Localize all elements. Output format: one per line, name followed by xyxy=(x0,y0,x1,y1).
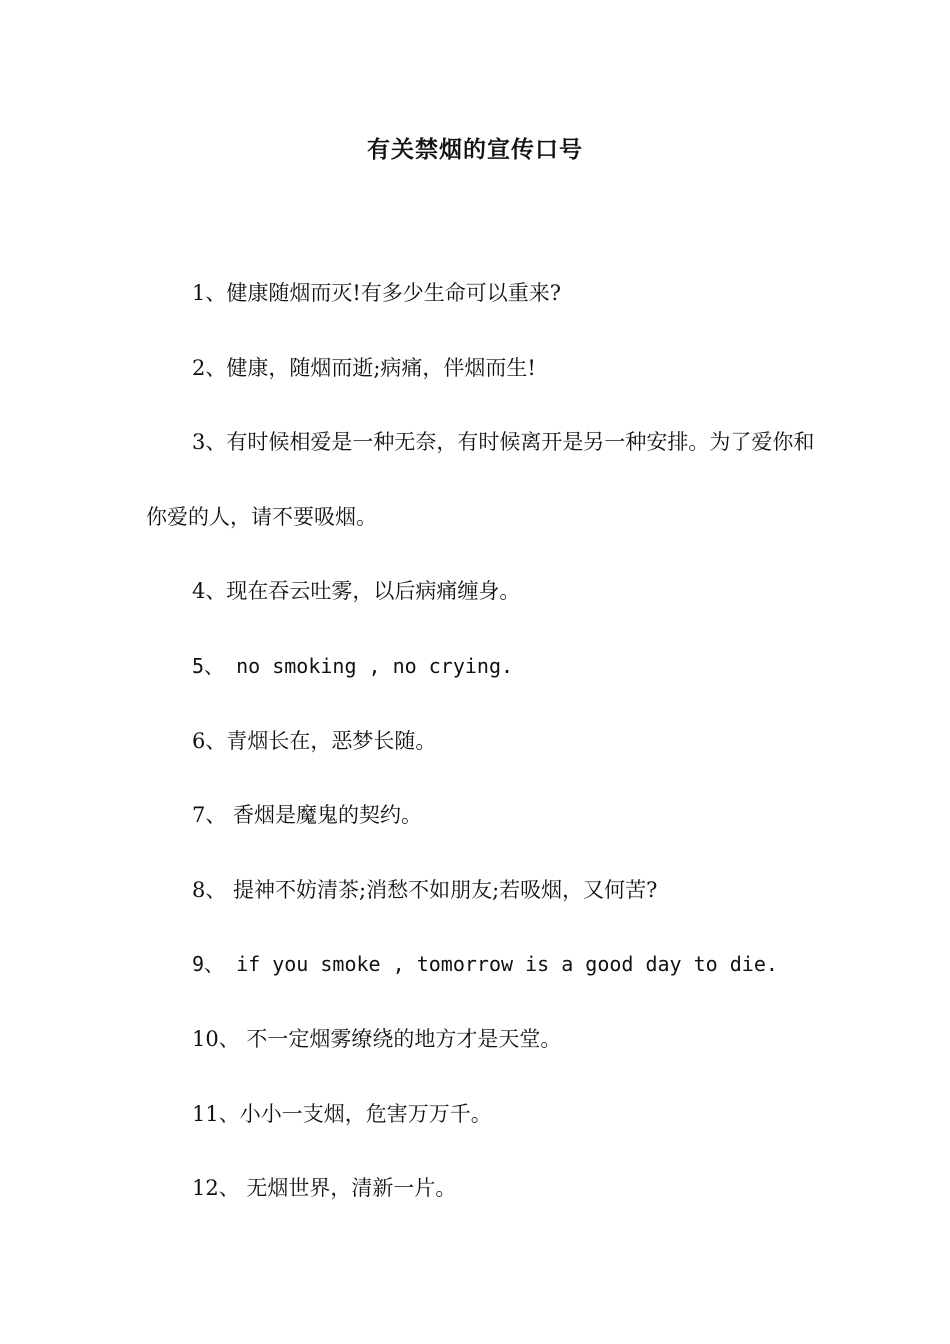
slogan-item-5: 5、 no smoking , no crying. xyxy=(192,653,514,678)
slogan-item-10: 10、 不一定烟雾缭绕的地方才是天堂。 xyxy=(192,1026,562,1051)
slogan-item-11: 11、小小一支烟，危害万万千。 xyxy=(192,1101,492,1126)
slogan-list xyxy=(146,256,816,1226)
document-title: 有关禁烟的宣传口号 xyxy=(367,136,583,163)
slogan-item-3: 3、有时候相爱是一种无奈，有时候离开是另一种安排。为了爱你和你爱的人，请不要吸烟。 xyxy=(146,430,815,529)
slogan-item-9: 9、 if you smoke , tomorrow is a good day to die. xyxy=(192,952,778,977)
slogan-item-12: 12、 无烟世界，清新一片。 xyxy=(192,1176,457,1201)
slogan-item-2: 2、健康，随烟而逝;病痛，伴烟而生! xyxy=(192,355,536,380)
slogan-item-8: 8、 提神不妨清茶;消愁不如朋友;若吸烟，又何苦? xyxy=(192,877,658,902)
slogan-item-6: 6、青烟长在，恶梦长随。 xyxy=(192,728,437,753)
slogan-item-4: 4、现在吞云吐雾，以后病痛缠身。 xyxy=(192,579,521,604)
slogan-item-7: 7、 香烟是魔鬼的契约。 xyxy=(192,803,423,828)
slogan-item-1: 1、健康随烟而灭!有多少生命可以重来? xyxy=(192,281,562,305)
